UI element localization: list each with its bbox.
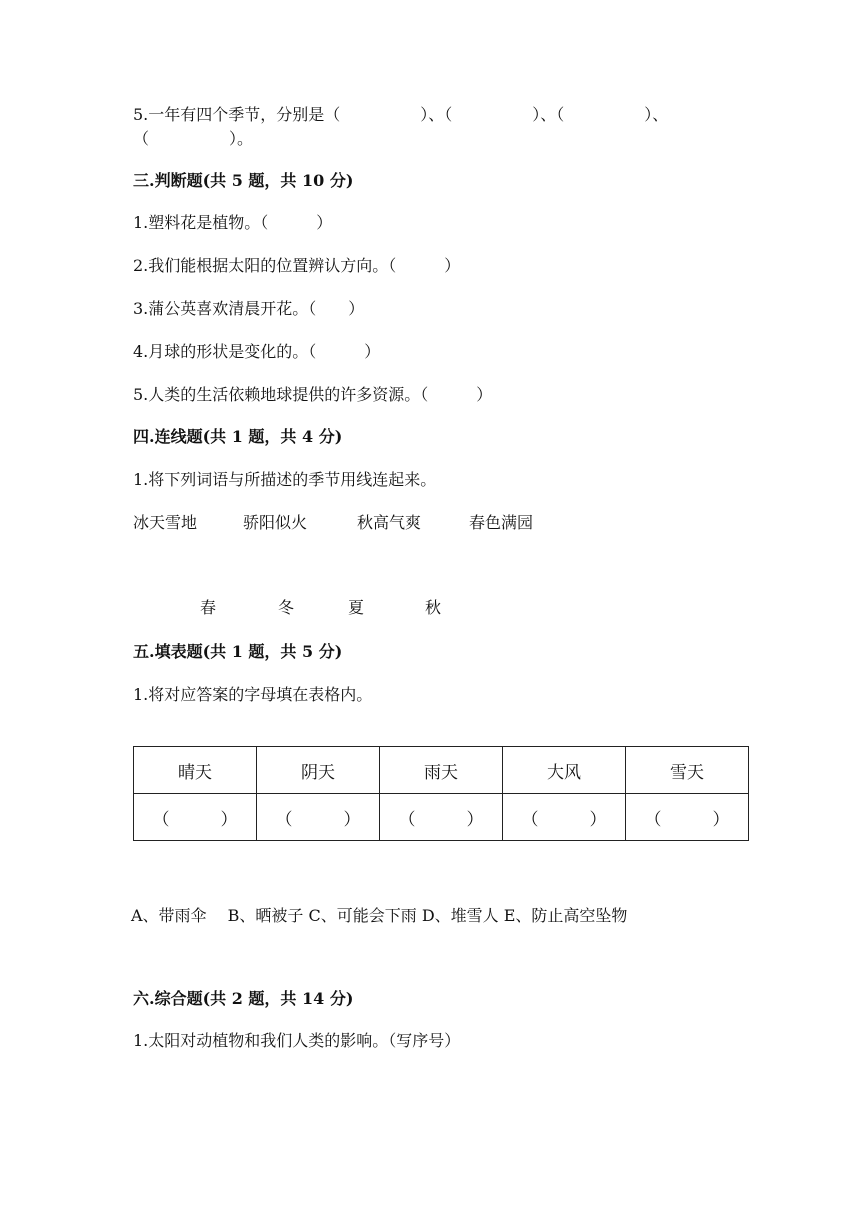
comprehensive-question-1: 1.太阳对动植物和我们人类的影响。（写序号） [133,1031,461,1050]
answer-blank-cell[interactable]: （ ） [134,794,257,841]
match-season: 冬 [278,598,295,617]
section-4-title: 四.连线题(共 1 题，共 4 分) [133,427,343,446]
match-question: 1.将下列词语与所描述的季节用线连起来。 [133,470,437,489]
answer-options: A、带雨伞 B、晒被子 C、可能会下雨 D、堆雪人 E、防止高空坠物 [131,906,628,925]
match-word: 秋高气爽 [357,513,422,532]
match-word: 骄阳似火 [243,513,308,532]
table-header-cell: 雪天 [626,747,749,794]
table-question: 1.将对应答案的字母填在表格内。 [133,685,373,704]
match-season: 春 [200,598,217,617]
fill-question-5-line1: 5.一年有四个季节，分别是（ ）、（ ）、（ ）、 [133,105,669,124]
answer-blank-cell[interactable]: （ ） [257,794,380,841]
table-header-cell: 大风 [503,747,626,794]
fill-question-5-line2: （ ）。 [133,129,254,148]
judge-item-1: 1.塑料花是植物。（ ） [133,213,333,232]
table-header-cell: 阴天 [257,747,380,794]
match-season: 夏 [348,598,365,617]
match-word: 春色满园 [469,513,534,532]
judge-item-2: 2.我们能根据太阳的位置辨认方向。（ ） [133,256,461,275]
judge-item-5: 5.人类的生活依赖地球提供的许多资源。（ ） [133,385,493,404]
match-word: 冰天雪地 [133,513,198,532]
weather-answer-table [133,746,749,841]
judge-item-4: 4.月球的形状是变化的。（ ） [133,342,381,361]
answer-blank-cell[interactable]: （ ） [503,794,626,841]
answer-blank-cell[interactable]: （ ） [380,794,503,841]
section-5-title: 五.填表题(共 1 题，共 5 分) [133,642,343,661]
match-season: 秋 [425,598,442,617]
table-header-cell: 晴天 [134,747,257,794]
judge-item-3: 3.蒲公英喜欢清晨开花。（ ） [133,299,365,318]
table-header-cell: 雨天 [380,747,503,794]
table-answer-row [134,794,749,841]
table-header-row [134,747,749,794]
section-3-title: 三.判断题(共 5 题，共 10 分) [133,171,354,190]
answer-blank-cell[interactable]: （ ） [626,794,749,841]
section-6-title: 六.综合题(共 2 题，共 14 分) [133,989,354,1008]
